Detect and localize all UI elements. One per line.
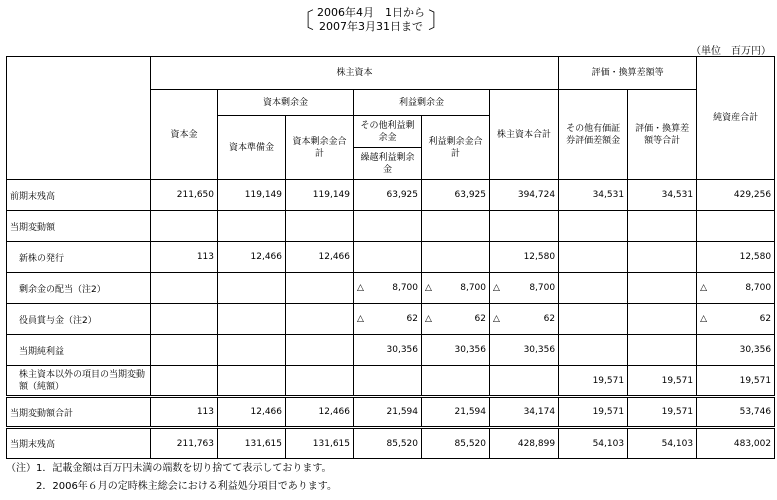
- header-net-assets: 純資産合計: [697, 57, 775, 180]
- row-label: 当期変動額: [7, 211, 151, 242]
- header-capital-reserve: 資本準備金: [218, 116, 286, 180]
- negative-marker: △: [425, 283, 432, 293]
- note-2: 2．2006年６月の定時株主総会における利益処分項目であります。: [36, 481, 338, 492]
- negative-marker: △: [700, 283, 708, 293]
- row-label: 当期純利益: [7, 335, 151, 366]
- row-label: 前期末残高: [7, 180, 151, 211]
- period-end: 2007年3月31日まで: [319, 20, 423, 33]
- header-securities-diff: その他有価証券評価差額金: [559, 90, 628, 180]
- header-retained-total: 利益剰余金合計: [422, 116, 490, 180]
- negative-marker: △: [357, 283, 364, 293]
- header-shareholders-equity: 株主資本: [151, 57, 559, 90]
- period-block: [292, 6, 450, 40]
- row-label: 役員賞与金（注2）: [7, 304, 151, 335]
- header-capital: 資本金: [151, 90, 218, 180]
- header-retained-earnings: 利益剰余金: [354, 90, 490, 116]
- negative-marker: △: [425, 314, 432, 324]
- header-valuation: 評価・換算差額等: [559, 57, 697, 90]
- header-capital-surplus-total: 資本剰余金合計: [286, 116, 354, 180]
- row-label: 剰余金の配当（注2）: [7, 273, 151, 304]
- header-carried-forward: 繰越利益剰余金: [354, 148, 422, 180]
- negative-marker: △: [493, 314, 500, 324]
- row-label: 当期変動額合計: [7, 397, 151, 428]
- note-1: （注）1．記載金額は百万円未満の端数を切り捨てて表示しております。: [6, 463, 332, 474]
- row-label: 新株の発行: [7, 242, 151, 273]
- row-label: 株主資本以外の項目の当期変動額（純額）: [7, 366, 151, 397]
- header-equity-total: 株主資本合計: [490, 90, 559, 180]
- negative-marker: △: [700, 314, 708, 324]
- right-bracket: 〕: [427, 9, 450, 34]
- period-start: 2006年4月 1日から: [317, 6, 425, 19]
- header-valuation-total: 評価・換算差額等合計: [628, 90, 697, 180]
- row-label: 当期末残高: [7, 428, 151, 459]
- footnotes: [6, 460, 337, 496]
- left-bracket: 〔: [292, 9, 315, 34]
- header-capital-surplus: 資本剰余金: [218, 90, 354, 116]
- negative-marker: △: [493, 283, 500, 293]
- negative-marker: △: [357, 314, 364, 324]
- header-corner: [7, 57, 151, 180]
- unit-label: （単位 百万円）: [691, 46, 771, 57]
- equity-statement-table: 株主資本 評価・換算差額等 純資産合計 資本金 資本剰余金 利益剰余金 株主資本合計 その他有価証券評価差額金 評価・換算差額等合計 資本準備金 資本剰余金合計 その他利益剰余金 利益剰余金合計 繰越利益剰余金 前期末残高 211,650 119,149 119,149 63,925 63,925 394,724 34,531 34,531 429,256 当期変動額 新株の発行 113 12,466 12,466 12,580 12,580 剰余金の配当（注2） △ 8,700 △ 8,700 △ 8,700 △ 8,700 役員賞与金（注2） △ 62 △ 62 △ 62 △ 62 当期純利益 30,356 30,356 30,356 30,356 株主資本以外の項目の当期変動額（純額） 19,571 19,571 19,571 当期変動額合計 113 12,466 12,466 21,594 21,594 34,174 19,571 19,571 53,746 当期末残高 211,763 131,615 131,615 85,520 85,520 428,899 54,103 54,103 483,002: [6, 56, 775, 459]
- header-other-retained: その他利益剰余金: [354, 116, 422, 148]
